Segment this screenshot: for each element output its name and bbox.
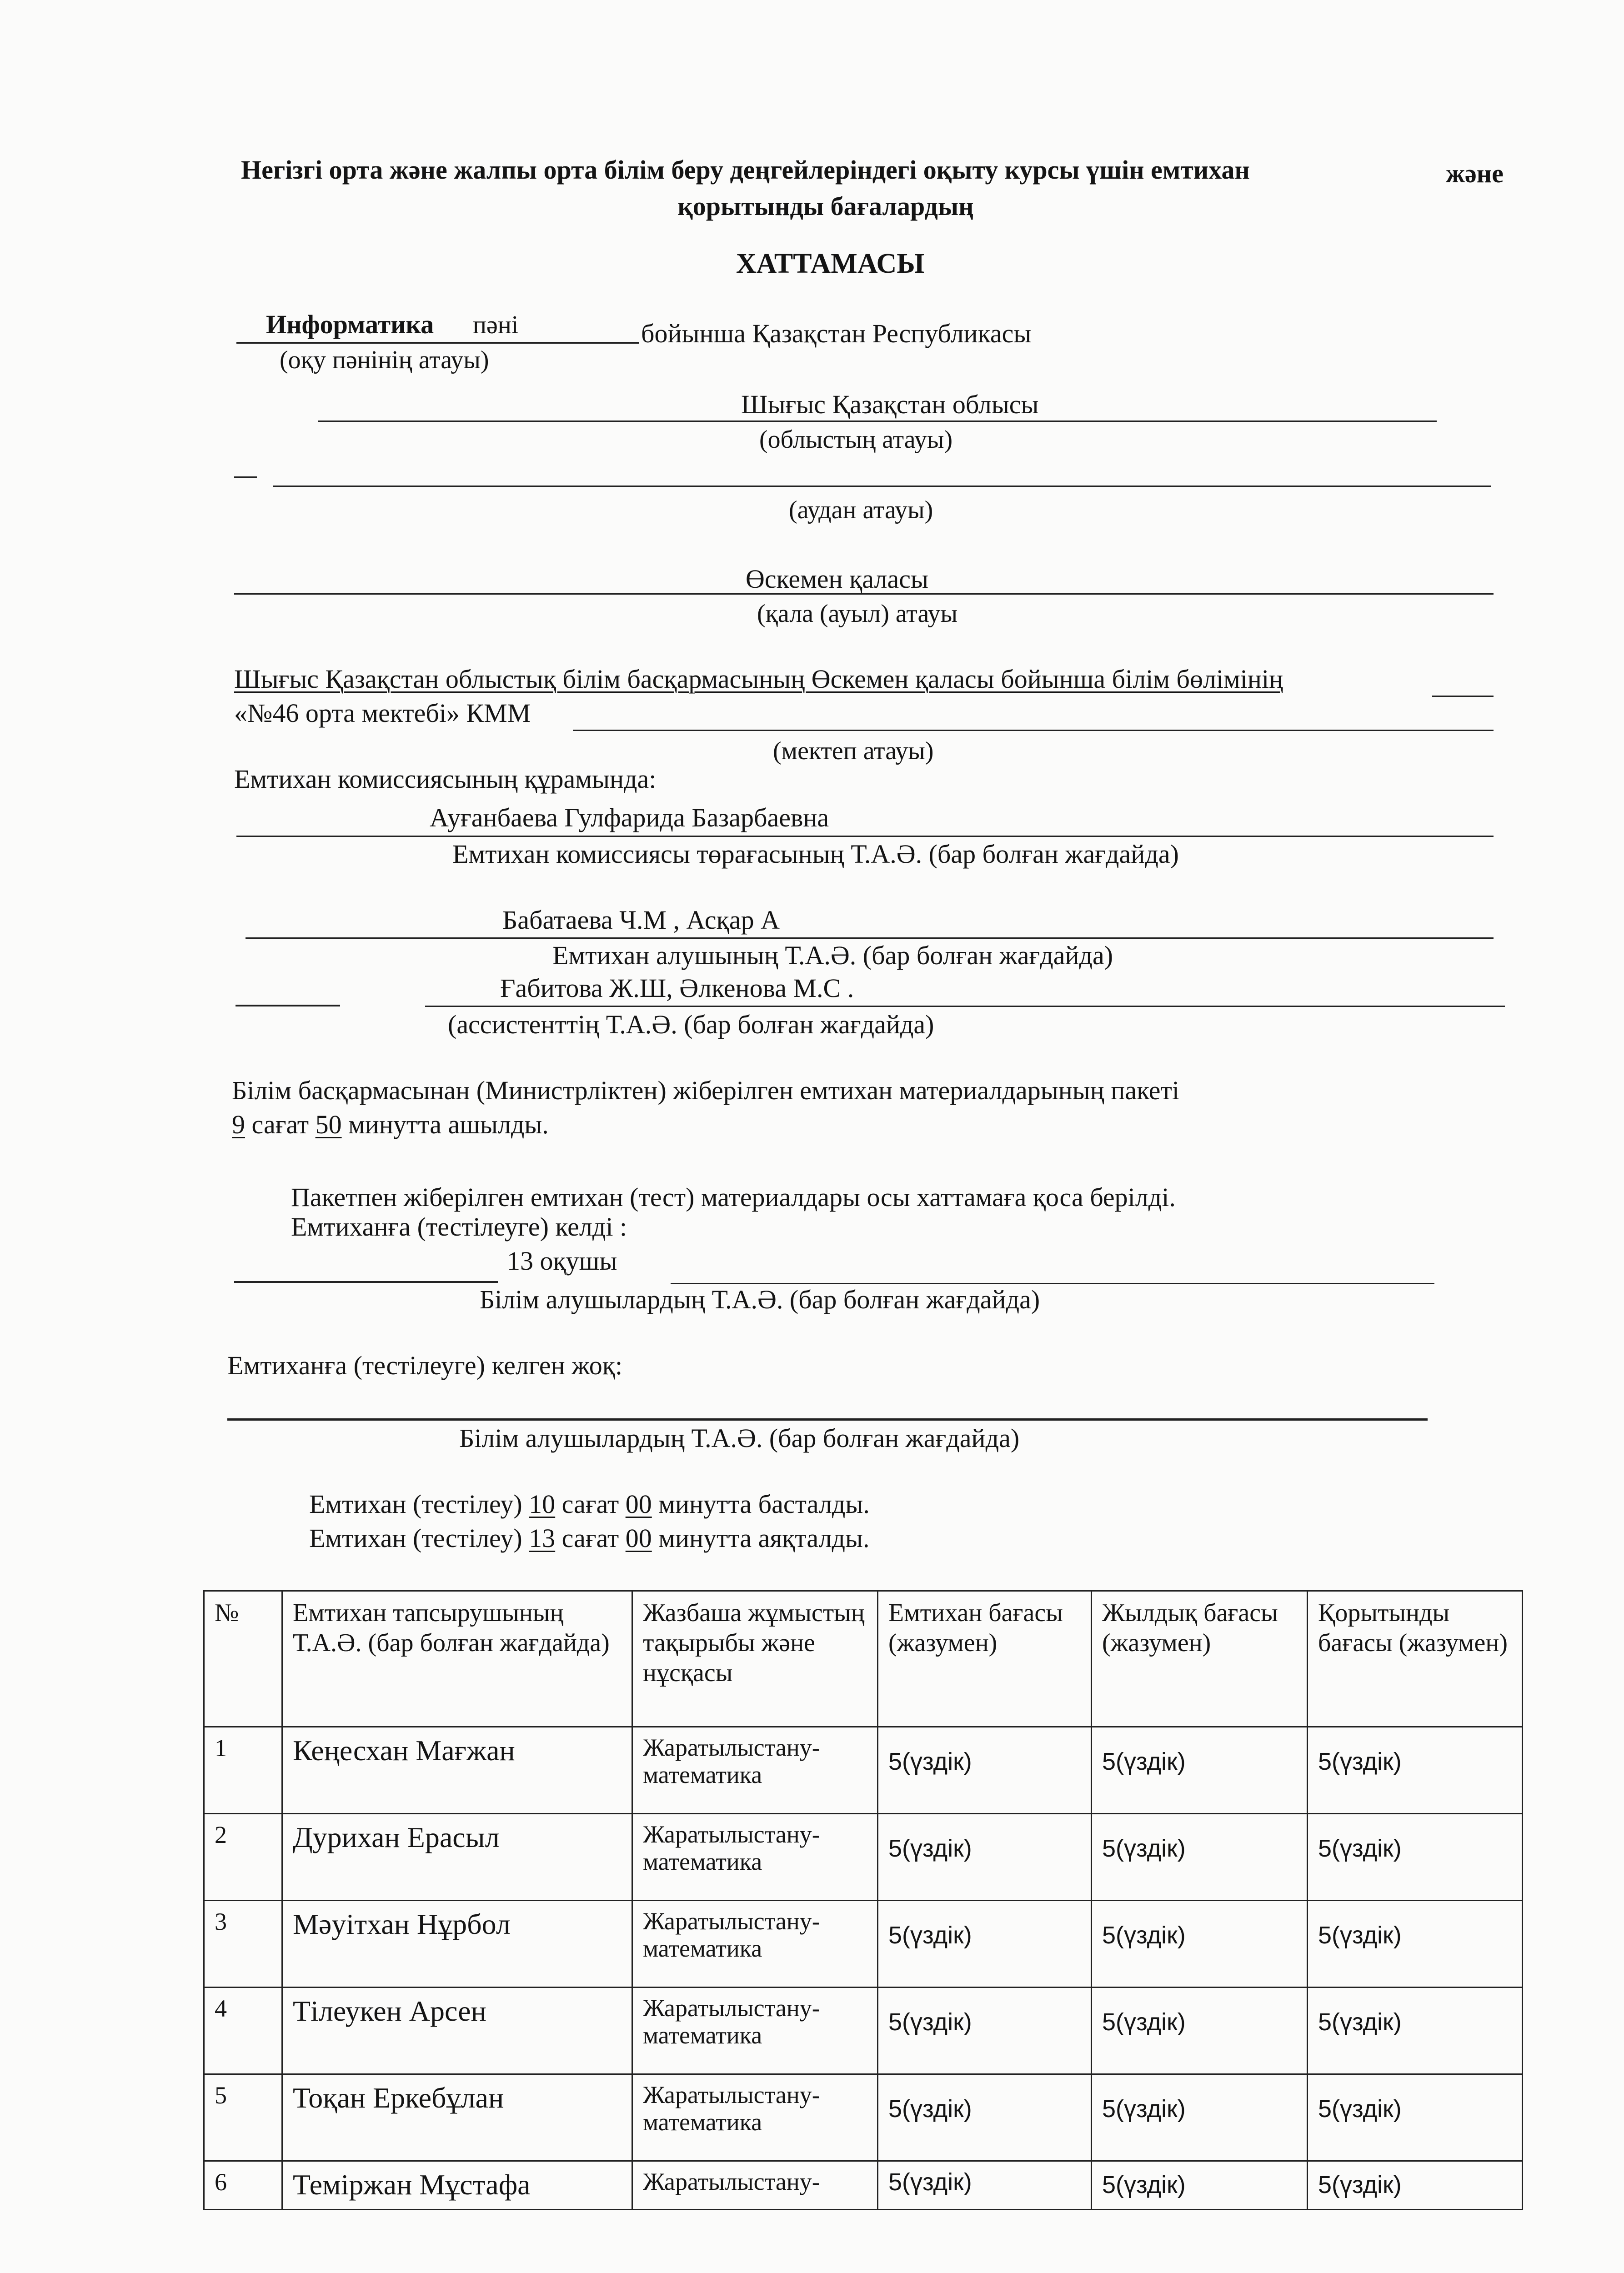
- header-number: №: [204, 1591, 282, 1727]
- row-number: 3: [204, 1901, 282, 1988]
- header-final-grade: Қорытынды бағасы (жазумен): [1308, 1591, 1523, 1727]
- final-grade: 5(үздік): [1308, 1727, 1523, 1814]
- title-line-2: қорытынды бағалардың: [677, 191, 974, 221]
- subject-word: пәні: [473, 311, 519, 339]
- written-topic: Жаратылыстану-: [632, 2161, 878, 2210]
- end-time: [309, 1523, 870, 1553]
- annual-grade: 5(үздік): [1092, 2161, 1308, 2210]
- attached-materials: Пакетпен жіберілген емтихан (тест) материалдары осы хаттамаға қоса берілді.: [291, 1182, 1176, 1212]
- region-underline: [318, 421, 1437, 422]
- final-grade: 5(үздік): [1308, 2074, 1523, 2161]
- table-row: [204, 1814, 1523, 1901]
- final-grade: 5(үздік): [1308, 1988, 1523, 2074]
- page-title: ХАТТАМАСЫ: [736, 248, 925, 279]
- exam-grade: 5(үздік): [878, 1901, 1092, 1988]
- final-grade: 5(үздік): [1308, 1901, 1523, 1988]
- exam-grade: 5(үздік): [878, 2074, 1092, 2161]
- exam-grade: 5(үздік): [878, 1814, 1092, 1901]
- table-row: [204, 2074, 1523, 2161]
- annual-grade: 5(үздік): [1092, 1901, 1308, 1988]
- annual-grade: 5(үздік): [1092, 1727, 1308, 1814]
- subject-value: Информатика: [266, 310, 434, 339]
- chair-value: Ауғанбаева Гулфарида Базарбаевна: [430, 803, 829, 832]
- written-topic: Жаратылыстану-математика: [632, 2074, 878, 2161]
- absent-underline: [227, 1418, 1428, 1421]
- came-underline-left: [234, 1281, 498, 1283]
- school-caption: (мектеп атауы): [773, 737, 934, 765]
- came-label: Емтиханға (тестілеуге) келді :: [291, 1212, 627, 1242]
- header-written-topic: Жазбаша жұмыстың тақырыбы және нұсқасы: [632, 1591, 878, 1727]
- annual-grade: 5(үздік): [1092, 1988, 1308, 2074]
- start-prefix: Емтихан (тестілеу): [309, 1489, 522, 1519]
- exam-grade: 5(үздік): [878, 2161, 1092, 2210]
- row-number: 1: [204, 1727, 282, 1814]
- header-exam-grade: Емтихан бағасы (жазумен): [878, 1591, 1092, 1727]
- start-time: [309, 1489, 870, 1519]
- end-mid: сағат: [561, 1523, 619, 1553]
- chair-underline: [236, 836, 1494, 837]
- school-line-2: «№46 орта мектебі» КММ: [234, 698, 531, 728]
- student-name: Дурихан Ерасыл: [282, 1814, 632, 1901]
- came-caption: Білім алушылардың Т.А.Ә. (бар болған жағдайда): [480, 1285, 1040, 1314]
- city-underline: [234, 593, 1494, 595]
- assistant-value: Ғабитова Ж.Ш, Әлкенова М.С .: [500, 973, 854, 1003]
- start-mid: сағат: [561, 1489, 619, 1519]
- end-prefix: Емтихан (тестілеу): [309, 1523, 522, 1553]
- header-annual-grade: Жылдық бағасы (жазумен): [1092, 1591, 1308, 1727]
- final-grade: 5(үздік): [1308, 1814, 1523, 1901]
- start-suffix: минутта басталды.: [658, 1489, 870, 1519]
- student-name: Тоқан Еркебұлан: [282, 2074, 632, 2161]
- end-suffix: минутта аяқталды.: [658, 1523, 870, 1553]
- district-caption: (аудан атауы): [789, 496, 933, 524]
- grades-table: [203, 1590, 1523, 2210]
- table-row: [204, 1727, 1523, 1814]
- student-name: Тілеукен Арсен: [282, 1988, 632, 2074]
- written-topic: Жаратылыстану-математика: [632, 1901, 878, 1988]
- city-value: Өскемен қаласы: [746, 564, 928, 594]
- chair-caption: Емтихан комиссиясы төрағасының Т.А.Ә. (бар болған жағдайда): [452, 839, 1179, 869]
- came-value: 13 оқушы: [507, 1246, 617, 1276]
- commission-label: Емтихан комиссиясының құрамында:: [234, 764, 657, 794]
- assistant-caption: (ассистенттің Т.А.Ә. (бар болған жағдайда): [448, 1010, 934, 1039]
- examiner-caption: Емтихан алушының Т.А.Ә. (бар болған жағдайда): [552, 941, 1113, 970]
- package-hour: 9: [232, 1110, 245, 1139]
- row-number: 5: [204, 2074, 282, 2161]
- row-number: 2: [204, 1814, 282, 1901]
- written-topic: Жаратылыстану-математика: [632, 1727, 878, 1814]
- package-line-1: Білім басқармасынан (Министрліктен) жіберілген емтихан материалдарының пакеті: [232, 1076, 1180, 1105]
- written-topic: Жаратылыстану-математика: [632, 1814, 878, 1901]
- subject-tail: бойынша Қазақстан Республикасы: [641, 319, 1032, 348]
- absent-label: Емтиханға (тестілеуге) келген жоқ:: [227, 1351, 623, 1380]
- package-line-2: [232, 1109, 549, 1140]
- title-line-1: Негізгі орта және жалпы орта білім беру деңгейлеріндегі оқыту курсы үшін емтихан: [241, 155, 1250, 185]
- package-minute-tail: минутта ашылды.: [348, 1110, 549, 1139]
- annual-grade: 5(үздік): [1092, 1814, 1308, 1901]
- absent-caption: Білім алушылардың Т.А.Ә. (бар болған жағдайда): [459, 1423, 1020, 1453]
- student-name: Кеңесхан Мағжан: [282, 1727, 632, 1814]
- package-hour-word: сағат: [251, 1110, 309, 1139]
- student-name: Теміржан Мұстафа: [282, 2161, 632, 2210]
- subject-underline: [236, 342, 639, 344]
- assistant-underline-stub: [236, 1005, 340, 1006]
- exam-grade: 5(үздік): [878, 1727, 1092, 1814]
- header-student-name: Емтихан тапсырушының Т.А.Ә. (бар болған жағдайда): [282, 1591, 632, 1727]
- student-name: Мәуітхан Нұрбол: [282, 1901, 632, 1988]
- title-line-1-end: және: [1446, 159, 1504, 188]
- end-minute: 00: [625, 1523, 652, 1553]
- region-value: Шығыс Қазақстан облысы: [741, 390, 1039, 419]
- table-row: [204, 2161, 1523, 2210]
- school-line-2-underline: [573, 730, 1494, 731]
- final-grade: 5(үздік): [1308, 2161, 1523, 2210]
- written-topic: Жаратылыстану-математика: [632, 1988, 878, 2074]
- end-hour: 13: [529, 1523, 556, 1553]
- subject-caption: (оқу пәнінің атауы): [280, 346, 489, 374]
- examiner-value: Бабатаева Ч.М , Асқар А: [502, 905, 780, 935]
- table-row: [204, 1901, 1523, 1988]
- assistant-underline: [425, 1006, 1505, 1007]
- row-number: 6: [204, 2161, 282, 2210]
- exam-grade: 5(үздік): [878, 1988, 1092, 2074]
- annual-grade: 5(үздік): [1092, 2074, 1308, 2161]
- row-number: 4: [204, 1988, 282, 2074]
- city-caption: (қала (ауыл) атауы: [757, 600, 958, 628]
- district-underline-stub: [234, 476, 257, 478]
- package-minute: 50: [315, 1110, 342, 1139]
- region-caption: (облыстың атауы): [759, 426, 953, 454]
- start-hour: 10: [529, 1489, 556, 1519]
- table-row: [204, 1988, 1523, 2074]
- examiner-underline: [246, 937, 1494, 939]
- school-line-1: Шығыс Қазақстан облыстық білім басқармасының Өскемен қаласы бойынша білім бөлімінің: [234, 664, 1283, 694]
- start-minute: 00: [625, 1489, 652, 1519]
- district-underline: [273, 486, 1491, 487]
- table-header-row: [204, 1591, 1523, 1727]
- school-line-1-underline: [1432, 696, 1494, 697]
